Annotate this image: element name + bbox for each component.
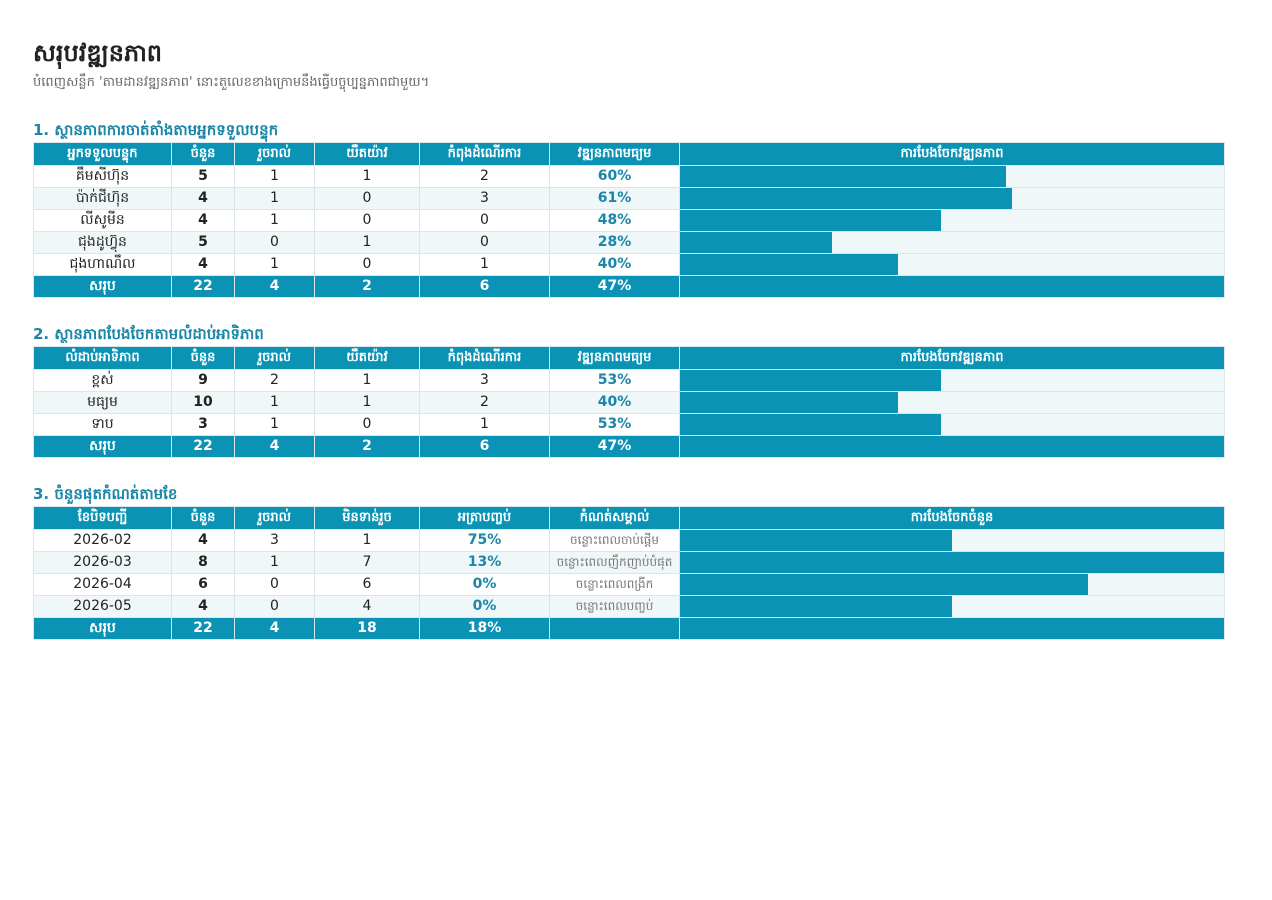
cell-count: 9: [172, 370, 235, 392]
progress-bar: [680, 552, 1224, 573]
cell-count: 4: [172, 188, 235, 210]
cell-note: ចន្លោះពេលបញ្ចប់: [550, 596, 680, 618]
page-title: សរុបវឌ្ឍនភាព: [33, 39, 163, 67]
column-header: លំដាប់អាទិភាព: [34, 347, 172, 370]
cell-late: 0: [315, 210, 420, 232]
cell-note: ចន្លោះពេលញឹកញាប់បំផុត: [550, 552, 680, 574]
table-row: [34, 392, 1225, 414]
cell-count: 5: [172, 166, 235, 188]
cell-done: 1: [235, 254, 315, 276]
column-header: យឺតយ៉ាវ: [315, 347, 420, 370]
bar-cell: [680, 618, 1225, 640]
bar-cell: [680, 530, 1225, 552]
cell-late: 1: [315, 530, 420, 552]
section-title-monthly: 3. ចំនួនផុតកំណត់តាមខែ: [33, 485, 178, 503]
progress-bar: [680, 276, 1224, 297]
cell-avg: 47%: [550, 436, 680, 458]
progress-bar: [680, 232, 832, 253]
bar-cell: [680, 596, 1225, 618]
bar-cell: [680, 232, 1225, 254]
progress-bar: [680, 370, 941, 391]
cell-done: 3: [235, 530, 315, 552]
section-assignee: [33, 120, 1224, 298]
cell-inprog: 0%: [420, 574, 550, 596]
cell-done: 4: [235, 618, 315, 640]
bar-cell: [680, 552, 1225, 574]
column-header: រួចរាល់: [235, 347, 315, 370]
cell-inprog: 3: [420, 370, 550, 392]
column-header: ចំនួន: [172, 347, 235, 370]
bar-cell: [680, 166, 1225, 188]
cell-inprog: 2: [420, 392, 550, 414]
cell-name: ជុងហាណឹល: [34, 254, 172, 276]
table-row: [34, 188, 1225, 210]
cell-inprog: 6: [420, 276, 550, 298]
column-header: ចំនួន: [172, 143, 235, 166]
column-header: វឌ្ឍនភាពមធ្យម: [550, 347, 680, 370]
progress-bar: [680, 530, 952, 551]
cell-done: 0: [235, 574, 315, 596]
cell-name: 2026-03: [34, 552, 172, 574]
cell-avg: 48%: [550, 210, 680, 232]
monthly-table: [33, 506, 1225, 640]
cell-avg: 40%: [550, 392, 680, 414]
table-row: [34, 552, 1225, 574]
cell-late: 18: [315, 618, 420, 640]
table-row: [34, 530, 1225, 552]
progress-bar: [680, 618, 1224, 639]
cell-avg: 40%: [550, 254, 680, 276]
total-row: [34, 618, 1225, 640]
cell-name: ប៉ាក់ជីហ៊ុន: [34, 188, 172, 210]
cell-count: 22: [172, 436, 235, 458]
column-header: អ្នកទទួលបន្ទុក: [34, 143, 172, 166]
cell-avg: 60%: [550, 166, 680, 188]
cell-inprog: 13%: [420, 552, 550, 574]
cell-late: 7: [315, 552, 420, 574]
cell-count: 3: [172, 414, 235, 436]
bar-cell: [680, 370, 1225, 392]
cell-count: 4: [172, 210, 235, 232]
column-header: កំណត់សម្គាល់: [550, 507, 680, 530]
cell-name: សរុប: [34, 618, 172, 640]
cell-count: 4: [172, 530, 235, 552]
cell-done: 4: [235, 436, 315, 458]
cell-name: ខ្ពស់: [34, 370, 172, 392]
column-header: កំពុងដំណើរការ: [420, 143, 550, 166]
priority-table: [33, 346, 1225, 458]
column-header: អត្រាបញ្ចប់: [420, 507, 550, 530]
column-header: កំពុងដំណើរការ: [420, 347, 550, 370]
column-header: យឺតយ៉ាវ: [315, 143, 420, 166]
cell-late: 6: [315, 574, 420, 596]
table-row: [34, 210, 1225, 232]
progress-bar: [680, 188, 1012, 209]
bar-cell: [680, 574, 1225, 596]
cell-name: ជុងដូហ៊្វុន: [34, 232, 172, 254]
cell-avg: 53%: [550, 414, 680, 436]
bar-cell: [680, 210, 1225, 232]
cell-name: មធ្យម: [34, 392, 172, 414]
table-row: [34, 596, 1225, 618]
progress-bar: [680, 166, 1006, 187]
cell-done: 0: [235, 232, 315, 254]
cell-done: 0: [235, 596, 315, 618]
cell-done: 1: [235, 166, 315, 188]
section-title-assignee: 1. ស្ថានភាពការចាត់តាំងតាមអ្នកទទួលបន្ទុក: [33, 121, 279, 139]
cell-done: 1: [235, 414, 315, 436]
column-header: ការបែងចែកវឌ្ឍនភាព: [680, 143, 1225, 166]
progress-bar: [680, 392, 898, 413]
table-row: [34, 414, 1225, 436]
bar-cell: [680, 414, 1225, 436]
cell-count: 22: [172, 276, 235, 298]
cell-late: 1: [315, 392, 420, 414]
table-row: [34, 166, 1225, 188]
progress-bar: [680, 210, 941, 231]
column-header: ការបែងចែកវឌ្ឍនភាព: [680, 347, 1225, 370]
cell-name: សរុប: [34, 276, 172, 298]
cell-late: 1: [315, 370, 420, 392]
cell-name: លីសូមីន: [34, 210, 172, 232]
section-priority: [33, 324, 1224, 458]
total-row: [34, 436, 1225, 458]
table-row: [34, 574, 1225, 596]
cell-name: ទាប: [34, 414, 172, 436]
cell-inprog: 0%: [420, 596, 550, 618]
cell-done: 1: [235, 210, 315, 232]
progress-bar: [680, 574, 1088, 595]
cell-avg: 61%: [550, 188, 680, 210]
table-row: [34, 370, 1225, 392]
cell-inprog: 1: [420, 254, 550, 276]
progress-bar: [680, 414, 941, 435]
section-monthly: [33, 484, 1224, 640]
cell-done: 1: [235, 552, 315, 574]
cell-done: 1: [235, 392, 315, 414]
column-header: ចំនួន: [172, 507, 235, 530]
progress-bar: [680, 254, 898, 275]
cell-count: 22: [172, 618, 235, 640]
cell-late: 0: [315, 188, 420, 210]
cell-count: 5: [172, 232, 235, 254]
bar-cell: [680, 188, 1225, 210]
column-header: ការបែងចែកចំនួន: [680, 507, 1225, 530]
cell-inprog: 0: [420, 232, 550, 254]
header-row: [34, 347, 1225, 370]
cell-count: 6: [172, 574, 235, 596]
cell-count: 4: [172, 596, 235, 618]
column-header: ខែបិទបញ្ជី: [34, 507, 172, 530]
cell-done: 2: [235, 370, 315, 392]
table-row: [34, 232, 1225, 254]
cell-inprog: 3: [420, 188, 550, 210]
header-row: [34, 143, 1225, 166]
cell-avg: 53%: [550, 370, 680, 392]
bar-cell: [680, 392, 1225, 414]
column-header: រួចរាល់: [235, 507, 315, 530]
cell-avg: 28%: [550, 232, 680, 254]
cell-inprog: 75%: [420, 530, 550, 552]
cell-done: 1: [235, 188, 315, 210]
cell-late: 1: [315, 166, 420, 188]
progress-bar: [680, 436, 1224, 457]
bar-cell: [680, 436, 1225, 458]
cell-late: 2: [315, 436, 420, 458]
cell-late: 4: [315, 596, 420, 618]
header-row: [34, 507, 1225, 530]
total-row: [34, 276, 1225, 298]
column-header: វឌ្ឍនភាពមធ្យម: [550, 143, 680, 166]
cell-avg: 47%: [550, 276, 680, 298]
cell-done: 4: [235, 276, 315, 298]
cell-late: 2: [315, 276, 420, 298]
cell-name: 2026-04: [34, 574, 172, 596]
page-subtitle: បំពេញសន្លឹក 'តាមដានវឌ្ឍនភាព' នោះតួលេខខាងក្រោមនឹងធ្វើបច្ចុប្បន្នភាពជាមួយ។: [33, 75, 430, 90]
cell-name: 2026-02: [34, 530, 172, 552]
cell-inprog: 18%: [420, 618, 550, 640]
cell-inprog: 0: [420, 210, 550, 232]
cell-name: គឹមសីហ៊ុន: [34, 166, 172, 188]
cell-note: [550, 618, 680, 640]
cell-count: 8: [172, 552, 235, 574]
cell-note: ចន្លោះពេលពង្រីក: [550, 574, 680, 596]
cell-late: 0: [315, 254, 420, 276]
cell-count: 4: [172, 254, 235, 276]
bar-cell: [680, 254, 1225, 276]
assignee-table: [33, 142, 1225, 298]
cell-late: 1: [315, 232, 420, 254]
cell-note: ចន្លោះពេលចាប់ផ្តើម: [550, 530, 680, 552]
cell-inprog: 6: [420, 436, 550, 458]
cell-name: 2026-05: [34, 596, 172, 618]
column-header: រួចរាល់: [235, 143, 315, 166]
cell-inprog: 1: [420, 414, 550, 436]
cell-inprog: 2: [420, 166, 550, 188]
cell-count: 10: [172, 392, 235, 414]
table-row: [34, 254, 1225, 276]
progress-bar: [680, 596, 952, 617]
section-title-priority: 2. ស្ថានភាពបែងចែកតាមលំដាប់អាទិភាព: [33, 325, 264, 343]
bar-cell: [680, 276, 1225, 298]
column-header: មិនទាន់រួច: [315, 507, 420, 530]
cell-late: 0: [315, 414, 420, 436]
cell-name: សរុប: [34, 436, 172, 458]
